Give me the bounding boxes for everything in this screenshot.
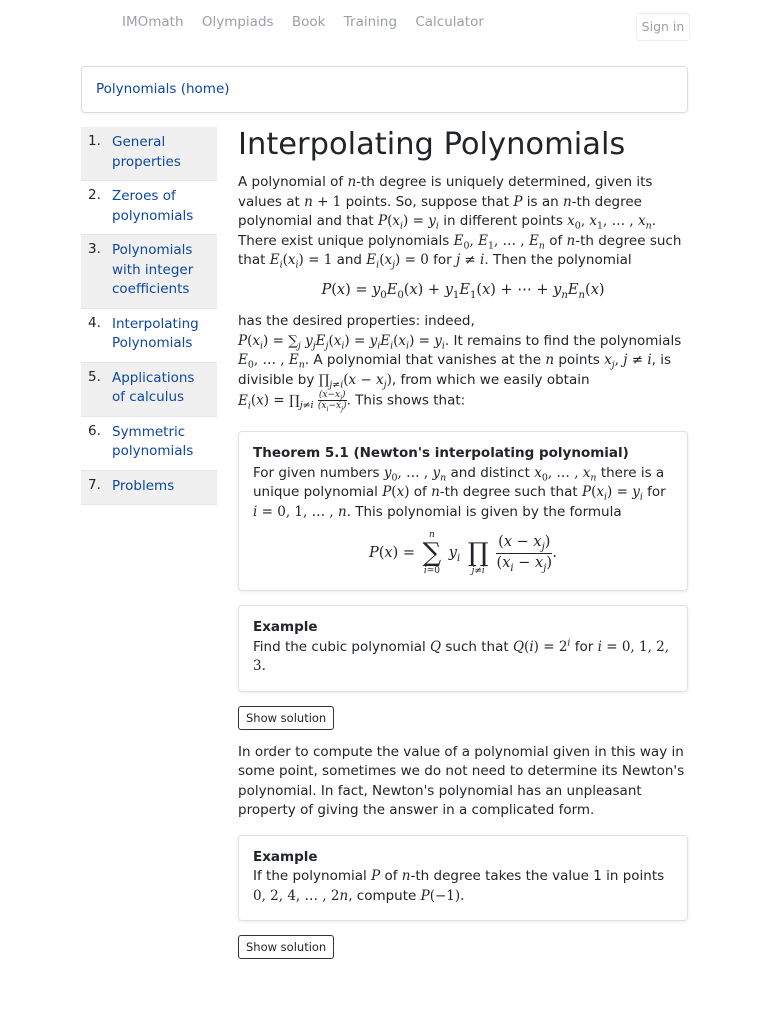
derivation-paragraph: has the desired properties: indeed, $P(x_i) = \sum_j$ $y_jE_j(x_i) = y_iE_i(x_i) = y_i$. It remains to find the polynomials $E_0$, … , $E_n$. A polynomial that vanishes at the n points $x_j$, j ≠ i, is divisible by $\prod_{j\ne i}(x - x_j)$, from which we easily obtain $E_i(x)$ = $\prod_{j\ne i}$ $\frac{(x-x_j)}{(x_i-x_j)}$ . This shows that:: [238, 313, 682, 413]
example-box-2: Example If the polynomial P of n-th degree takes the value 1 in points 0, 2, 4, … , 2n, compute P(−1).: [238, 835, 688, 922]
sidebar-item-label[interactable]: Polynomials with integer coefficients: [112, 242, 194, 297]
theorem-box: Theorem 5.1 (Newton's interpolating polynomial) For given numbers $y_0$, … , $y_n$ and distinct $x_0$, … , $x_n$ there is a unique polynomial P(x) of n-th degree such that $P(x_i) = y_i$ for i = 0, 1, … , n. This polynomial is given by the formula P(x) = n ∑ i=0 $y_i$ ∏ j≠i $\frac{(x - x_j)}{(x_i - x_j)}$ .: [238, 431, 688, 591]
sidebar-item-label[interactable]: Interpolating Polynomials: [112, 315, 199, 351]
formula-newton: P(x) = n ∑ i=0 $y_i$ ∏ j≠i $\frac{(x - x_j)}{(x_i - x_j)}$ .: [368, 530, 558, 576]
breadcrumb: [81, 66, 688, 113]
sidebar-item-label[interactable]: Zeroes of polynomials: [112, 188, 194, 224]
top-nav: [122, 14, 498, 30]
show-solution-button[interactable]: Show solution: [238, 706, 334, 730]
sidebar-item-number: 3.: [88, 241, 101, 257]
sidebar-item-number: 6.: [88, 422, 101, 439]
sidebar-item-number: 1.: [88, 133, 101, 149]
example-heading: Example: [253, 619, 318, 635]
sidebar-item-integer-coefficients[interactable]: [81, 235, 217, 309]
sidebar-item-general-properties[interactable]: [81, 127, 217, 181]
sidebar-item-label[interactable]: Applications of calculus: [112, 369, 195, 405]
sidebar-item-number: 4.: [88, 314, 101, 331]
sidebar-item-calculus[interactable]: [81, 363, 217, 417]
formula-interpolation-sum: $P(x) = y_0E_0(x) + y_1E_1(x)$ + ⋯ + $y_nE_n(x)$: [321, 281, 605, 301]
main-content: [238, 127, 688, 959]
sidebar: [81, 127, 217, 505]
sidebar-item-zeroes[interactable]: [81, 181, 217, 235]
breadcrumb-link-home[interactable]: Polynomials (home): [96, 81, 230, 97]
page-title: Interpolating Polynomials: [238, 127, 626, 162]
sign-in-button[interactable]: Sign in: [636, 13, 690, 41]
theorem-title: Theorem 5.1 (Newton's interpolating polynomial): [253, 445, 629, 461]
example-heading: Example: [253, 848, 318, 865]
sidebar-item-label[interactable]: General properties: [112, 134, 181, 170]
sidebar-item-number: 5.: [88, 368, 101, 385]
nav-training[interactable]: Training: [343, 14, 398, 30]
remark-paragraph: In order to compute the value of a polynomial given in this way in some point, sometimes we do not need to determine its Newton's polynomial. In fact, Newton's polynomial has an unpleasant property of giving the answer in a complicated form.: [238, 743, 685, 818]
sidebar-item-interpolating[interactable]: [81, 309, 217, 363]
sidebar-item-number: 2.: [88, 187, 101, 203]
sidebar-item-label[interactable]: Problems: [112, 477, 175, 494]
nav-olympiads[interactable]: Olympiads: [201, 14, 274, 30]
sidebar-item-problems[interactable]: [81, 471, 217, 506]
sidebar-item-symmetric[interactable]: [81, 417, 217, 471]
nav-imomath[interactable]: IMOmath: [122, 14, 184, 30]
intro-paragraph: A polynomial of n-th degree is uniquely determined, given its values at n + 1 points. So, suppose that P is an n-th degree polynomial and that $P(x_i) = y_i$ in different points $x_0$, $x_1$, … , $x_n$. There exist unique polynomials $E_0$, $E_1$, … , $E_n$ of n-th degree such that $E_i(x_i) = 1$ and $E_i(x_j) = 0$ for j ≠ i. Then the polynomial: [238, 174, 682, 271]
show-solution-button[interactable]: Show solution: [238, 935, 334, 959]
nav-book[interactable]: Book: [291, 14, 326, 30]
sidebar-item-number: 7.: [88, 476, 101, 493]
sidebar-item-label[interactable]: Symmetric polynomials: [112, 423, 194, 459]
nav-calculator[interactable]: Calculator: [415, 14, 484, 30]
example-box-1: Example Find the cubic polynomial Q such that $Q(i) = 2^i$ for i = 0, 1, 2, 3.: [238, 605, 688, 692]
